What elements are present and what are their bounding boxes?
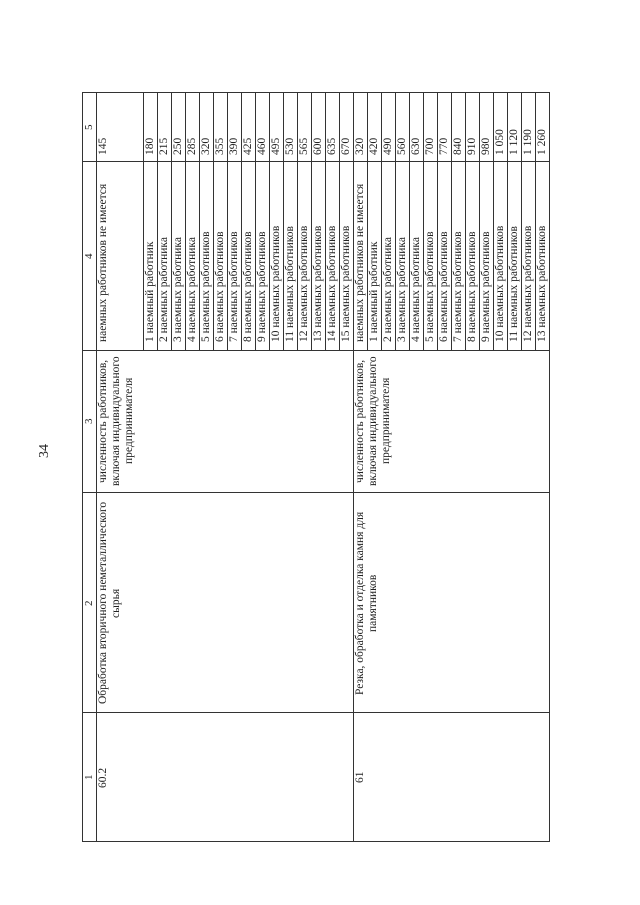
header-col-5-text: 5: [83, 124, 95, 130]
label-cell-text: 10 наемных работников: [269, 225, 282, 342]
table-band-1: [83, 713, 558, 842]
activity-name-cell-text: Обработка вторичного неметаллического сырья: [97, 501, 122, 704]
value-cell: [269, 93, 283, 162]
value-cell-text: 565: [297, 137, 310, 156]
label-cell-text: 3 наемных работника: [171, 236, 184, 342]
value-cell-text: 840: [451, 137, 464, 156]
label-cell: [143, 162, 157, 351]
value-cell: [409, 93, 423, 162]
code-cell: [353, 713, 549, 842]
label-cell-text: 13 наемных работников: [311, 225, 324, 342]
label-cell-text: 6 наемных работников: [437, 231, 450, 342]
label-cell: [409, 162, 423, 351]
page-number: 34: [37, 444, 52, 458]
code-cell: [97, 713, 354, 842]
label-cell-text: 10 наемных работников: [493, 225, 506, 342]
value-cell: [437, 93, 451, 162]
value-cell-text: 145: [97, 137, 109, 156]
value-cell: [353, 93, 367, 162]
label-cell: [367, 162, 381, 351]
value-cell: [199, 93, 213, 162]
label-cell: [241, 162, 255, 351]
label-cell: [339, 162, 353, 351]
label-cell: [97, 162, 144, 351]
value-cell-text: 910: [465, 137, 478, 156]
value-cell-text: 460: [255, 137, 268, 156]
label-cell-text: 5 наемных работников: [199, 231, 212, 342]
value-cell: [227, 93, 241, 162]
value-cell-text: 670: [339, 137, 352, 156]
table-band-3: [83, 493, 558, 713]
value-cell: [479, 93, 493, 162]
value-cell-text: 250: [171, 137, 184, 156]
value-cell: [535, 93, 549, 162]
label-cell-text: 1 наемный работник: [367, 241, 380, 342]
label-cell-text: 11 наемных работников: [283, 225, 296, 342]
header-col-3-text: 2: [83, 599, 95, 606]
label-cell: [493, 162, 507, 351]
value-cell: [339, 93, 353, 162]
label-cell-text: 2 наемных работника: [381, 236, 394, 342]
header-col-5: [83, 93, 97, 162]
header-col-2: [83, 493, 97, 713]
activity-name-cell: [353, 493, 549, 713]
label-cell-text: 5 наемных работников: [423, 231, 436, 342]
label-cell-text: 13 наемных работников: [535, 225, 548, 342]
value-cell-text: 320: [353, 137, 366, 156]
value-cell: [283, 93, 297, 162]
value-cell-text: 495: [269, 137, 282, 156]
label-cell-text: 7 наемных работников: [227, 231, 240, 342]
value-cell: [171, 93, 185, 162]
label-cell: [521, 162, 535, 351]
value-cell-text: 180: [143, 137, 156, 156]
value-cell-text: 530: [283, 137, 296, 156]
value-cell: [157, 93, 171, 162]
label-cell-text: 1 наемный работник: [143, 241, 156, 342]
value-cell-text: 1 050: [493, 129, 506, 156]
label-cell-text: 8 наемных работников: [465, 231, 478, 342]
value-cell-text: 560: [395, 137, 408, 156]
label-cell: [465, 162, 479, 351]
label-cell-text: 9 наемных работников: [255, 231, 268, 342]
label-cell-text: наемных работников не имеется: [353, 183, 366, 342]
value-cell-text: 320: [199, 137, 212, 156]
value-cell-text: 420: [367, 137, 380, 156]
value-cell-text: 1 260: [535, 129, 548, 156]
label-cell: [325, 162, 339, 351]
indicator-cell: [353, 350, 549, 492]
label-cell: [269, 162, 283, 351]
label-cell: [507, 162, 521, 351]
label-cell-text: 6 наемных работников: [213, 231, 226, 342]
value-cell: [465, 93, 479, 162]
indicator-cell: [97, 350, 354, 492]
value-cell: [493, 93, 507, 162]
value-cell-text: 700: [423, 137, 436, 156]
indicator-cell-text: численность работников, включая индивидуального предпринимателя: [97, 356, 135, 487]
label-cell-text: 3 наемных работника: [395, 236, 408, 342]
label-cell: [381, 162, 395, 351]
indicator-cell-text: численность работников, включая индивидуального предпринимателя: [353, 356, 392, 487]
header-col-1: [83, 713, 97, 842]
table-band-5: [83, 93, 558, 162]
label-cell: [157, 162, 171, 351]
label-cell: [283, 162, 297, 351]
label-cell: [395, 162, 409, 351]
value-cell: [255, 93, 269, 162]
activity-name-cell-text: Резка, обработка и отделка камня для памятников: [353, 511, 379, 695]
label-cell: [535, 162, 549, 351]
table-band-2: [83, 162, 558, 351]
label-cell: [213, 162, 227, 351]
label-cell: [185, 162, 199, 351]
label-cell-text: 9 наемных работников: [479, 231, 492, 342]
value-cell: [297, 93, 311, 162]
value-cell: [241, 93, 255, 162]
value-cell: [325, 93, 339, 162]
value-cell: [367, 93, 381, 162]
value-cell-text: 630: [409, 137, 422, 156]
value-cell: [185, 93, 199, 162]
value-cell-text: 355: [213, 137, 226, 156]
value-cell: [521, 93, 535, 162]
label-cell: [255, 162, 269, 351]
label-cell-text: 2 наемных работника: [157, 236, 170, 342]
label-cell: [353, 162, 367, 351]
value-cell: [451, 93, 465, 162]
header-col-1-text: 1: [83, 774, 95, 780]
code-cell-text: 61: [353, 771, 366, 783]
label-cell: [199, 162, 213, 351]
value-cell: [395, 93, 409, 162]
value-cell-text: 390: [227, 137, 240, 156]
label-cell-text: 15 наемных работников: [339, 225, 352, 342]
label-cell-text: 4 наемных работника: [185, 236, 198, 342]
value-cell-text: 980: [479, 137, 492, 156]
value-cell-text: 425: [241, 137, 254, 156]
value-cell: [507, 93, 521, 162]
code-cell-text: 60.2: [97, 766, 109, 788]
label-cell-text: 11 наемных работников: [507, 225, 520, 342]
label-cell: [437, 162, 451, 351]
value-cell: [311, 93, 325, 162]
header-col-4: [83, 162, 97, 351]
value-cell-text: 490: [381, 137, 394, 156]
label-cell-text: 12 наемных работников: [521, 225, 534, 342]
label-cell: [451, 162, 465, 351]
value-cell: [423, 93, 437, 162]
label-cell-text: 4 наемных работника: [409, 236, 422, 342]
label-cell-text: 12 наемных работников: [297, 225, 310, 342]
label-cell: [227, 162, 241, 351]
value-cell-text: 635: [325, 137, 338, 156]
value-cell: [97, 93, 144, 162]
header-col-2-text: 4: [83, 253, 95, 259]
value-cell-text: 600: [311, 137, 324, 156]
value-cell: [143, 93, 157, 162]
label-cell: [311, 162, 325, 351]
value-cell: [381, 93, 395, 162]
label-cell: [423, 162, 437, 351]
header-col-4-text: 3: [83, 418, 95, 425]
value-cell: [213, 93, 227, 162]
value-cell-text: 1 190: [521, 129, 534, 156]
label-cell: [297, 162, 311, 351]
label-cell-text: 7 наемных работников: [451, 231, 464, 342]
label-cell: [171, 162, 185, 351]
header-col-3: [83, 350, 97, 492]
tariff-table: [82, 92, 558, 842]
label-cell: [479, 162, 493, 351]
label-cell-text: 8 наемных работников: [241, 231, 254, 342]
activity-name-cell: [97, 493, 354, 713]
table-band-4: [83, 350, 558, 492]
label-cell-text: наемных работников не имеется: [97, 183, 109, 342]
value-cell-text: 770: [437, 137, 450, 156]
value-cell-text: 215: [157, 137, 170, 156]
label-cell-text: 14 наемных работников: [325, 225, 338, 342]
value-cell-text: 1 120: [507, 129, 520, 156]
value-cell-text: 285: [185, 137, 198, 156]
